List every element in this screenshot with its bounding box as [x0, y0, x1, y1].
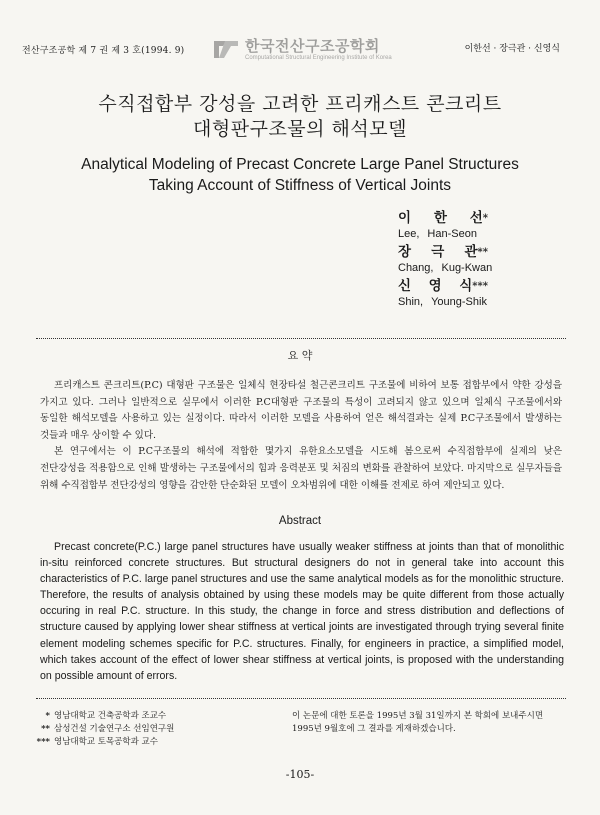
- footnote: * 영남대학교 건축공학과 조교수: [45, 711, 167, 721]
- author-name-ko: 장 극 관**: [398, 244, 488, 260]
- korean-summary: [40, 378, 562, 494]
- author-list: [398, 210, 548, 312]
- english-abstract: [40, 539, 564, 684]
- korean-summary-heading: 요 약: [287, 349, 313, 362]
- korean-title-line: 수직접합부 강성을 고려한 프리캐스트 콘크리트: [98, 93, 502, 115]
- abstract-paragraph: Precast concrete(P.C.) large panel structures have usually weaker stiffness at joints than that of monolithic in-situ reinforced concrete structures. But structural designers do not in general take into account this characteristics of P.C. large panel structures and use the same analytical models as for the monolithic structure. Therefore, the results of analysis obtained by using these models may be quite different from those actually occuring in real P.C. structure. In this study, the change in force and stress distribution and deflections of structure caused by applying lower shear stiffness at vertical joints are investigated through trying several finite element modeling schemes specific for P.C. structures. Finally, for engineers in practice, a simplified model, which takes account of the effect of lower shear stiffness at vertical joints, is proposed with the understanding on possible amount of errors.: [40, 541, 564, 682]
- discussion-note: 이 논문에 대한 토론을 1995년 3월 31일까지 본 학회에 보내주시면 1995년 9월호에 그 결과를 게재하겠습니다.: [292, 711, 544, 734]
- footnote: ** 삼성건설 기술연구소 선임연구원: [41, 724, 175, 734]
- english-title-line: Taking Account of Stiffness of Vertical Joints: [148, 177, 452, 194]
- society-name-ko: 한국전산구조공학회: [245, 37, 380, 55]
- author-entry: [398, 244, 548, 275]
- footnote: *** 영남대학교 토목공학과 교수: [36, 737, 158, 747]
- dotted-divider: [36, 338, 566, 339]
- journal-reference: 전산구조공학 제 7 권 제 3 호(1994. 9): [22, 46, 185, 56]
- author-name-en: Chang, Kug-Kwan: [398, 262, 493, 274]
- summary-paragraph: 프리캐스트 콘크리트(P.C) 대형판 구조물은 일체식 현장타설 철근콘크리트 구조물에 비하여 보통 접합부에서 약한 강성을 가지고 있다. 그러나 일반적으로 실무에서 이러한 P.C대형판 구조물의 특성이 고려되지 않고 있으며 일체식 구조물에서와 동일한 해석모델을 사용하고 있는 실정이다. 따라서 이러한 모델을 사용하여 얻은 해석결과는 실제 P.C구조물에서 발생하는 것들과 매우 상이할 수 있다.: [40, 380, 562, 441]
- abstract-heading: Abstract: [278, 515, 322, 527]
- affiliation-mark: *: [482, 213, 488, 224]
- affiliation-footnotes: [34, 710, 174, 749]
- csek-logo-icon: [213, 38, 239, 60]
- author-entry: [398, 210, 548, 241]
- author-entry: [398, 278, 548, 309]
- page-number: -105-: [285, 768, 315, 781]
- author-name-en: Lee, Han-Seon: [398, 228, 477, 240]
- author-name-ko: 이 한 선*: [398, 210, 488, 226]
- summary-paragraph: 본 연구에서는 이 P.C구조물의 해석에 적합한 몇가지 유한요소모델을 시도해 봄으로써 수직접합부에 실제의 낮은 전단강성을 적용함으로 인해 발생하는 구조물에서의 힘과 응력분포 및 처짐의 변화를 관찰하여 보았다. 마지막으로 실무자들을 위해 수직접합부 전단강성의 영향을 감안한 단순화된 모델이 오차범위에 대한 이해를 전제로 하여 제안되고 있다.: [40, 446, 562, 491]
- affiliation-mark: ***: [472, 281, 488, 292]
- author-name-ko: 신 영 식***: [398, 278, 488, 294]
- affiliation-mark: **: [477, 247, 488, 258]
- society-logo: [213, 38, 392, 61]
- korean-title: [0, 92, 600, 142]
- english-title: [0, 154, 600, 196]
- english-title-line: Analytical Modeling of Precast Concrete Large Panel Structures: [81, 156, 519, 173]
- dotted-divider: [36, 698, 566, 699]
- author-name-en: Shin, Young-Shik: [398, 296, 487, 308]
- running-authors: 이한선 · 장극관 · 신영식: [464, 44, 560, 54]
- society-name-en: Computational Structural Engineering Institute of Korea: [245, 55, 392, 61]
- korean-title-line: 대형판구조물의 해석모델: [193, 118, 407, 140]
